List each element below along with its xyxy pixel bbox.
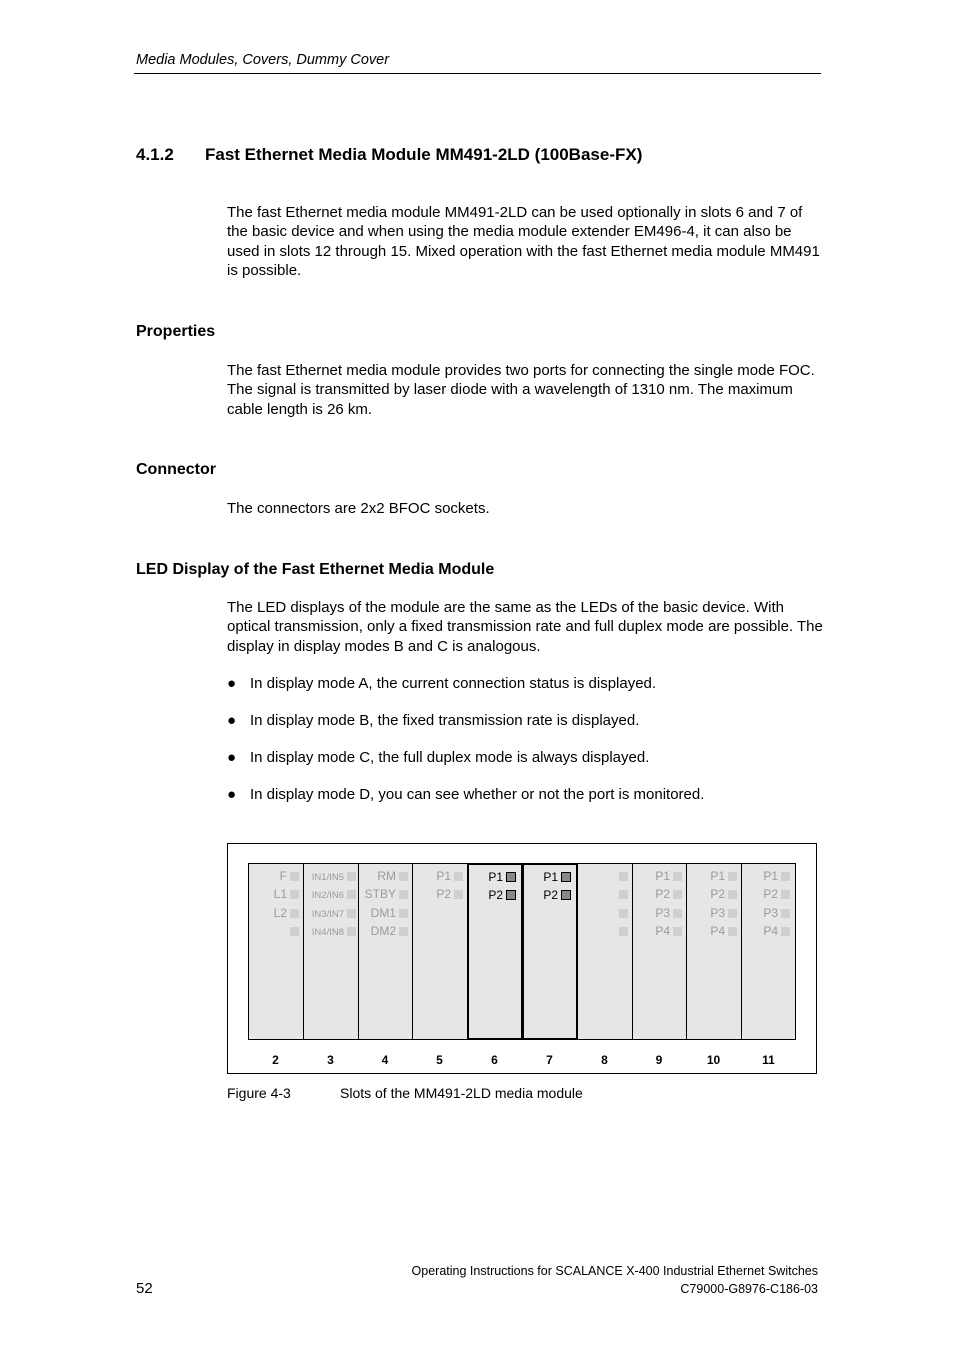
connector-paragraph: The connectors are 2x2 BFOC sockets. (227, 500, 490, 517)
footer-doc-code: C79000-G8976-C186-03 (680, 1282, 818, 1296)
slot-10 (686, 863, 742, 1040)
led-row (280, 867, 299, 885)
led-indicator-icon (673, 927, 682, 936)
led-indicator-icon (728, 909, 737, 918)
led-label: IN2/IN6 (311, 890, 344, 901)
led-label: IN3/IN7 (311, 909, 344, 920)
led-row (655, 885, 682, 903)
slot-number: 9 (655, 1053, 663, 1067)
led-indicator-icon (673, 872, 682, 881)
slot-number: 11 (762, 1053, 775, 1067)
led-row (312, 885, 356, 903)
figure-caption (227, 1085, 583, 1101)
slot-number: 4 (381, 1053, 389, 1067)
led-indicator-icon (399, 890, 408, 899)
led-label: P2 (710, 887, 725, 901)
led-label: P4 (710, 924, 725, 938)
led-indicator-icon (399, 909, 408, 918)
section-title: Fast Ethernet Media Module MM491-2LD (100Base-FX) (205, 145, 643, 164)
led-row (710, 904, 737, 922)
slot-9 (632, 863, 687, 1040)
led-label: P1 (543, 870, 558, 884)
figure-number: Figure 4-3 (227, 1085, 291, 1101)
led-label: P2 (655, 887, 670, 901)
led-row (436, 885, 463, 903)
footer-doc-title: Operating Instructions for SCALANCE X-400 Industrial Ethernet Switches (411, 1264, 818, 1278)
led-label: P4 (655, 924, 670, 938)
bullet-symbol: ● (227, 675, 237, 692)
led-row (763, 922, 790, 940)
led-row (274, 904, 299, 922)
slot-3 (303, 863, 359, 1040)
led-indicator-icon (561, 872, 571, 882)
led-label: P1 (488, 870, 503, 884)
led-row (312, 904, 356, 922)
led-row (763, 867, 790, 885)
bullet-text: In display mode D, you can see whether or not the port is monitored. (250, 786, 705, 803)
led-indicator-icon (728, 872, 737, 881)
led-row (616, 867, 628, 885)
section-number: 4.1.2 (136, 145, 174, 164)
slot-number: 8 (601, 1053, 608, 1067)
led-label: F (279, 869, 287, 883)
slot-8 (577, 863, 633, 1040)
bullet-item (227, 749, 649, 766)
intro-paragraph: The fast Ethernet media module MM491-2LD can be used optionally in slots 6 and 7 of the basic device and when using the media module extender EM496-4, it can also be used in slots 12 through 15. Mixed operation with the fast Ethernet media module MM491 is possible. (227, 204, 820, 279)
led-indicator-icon (290, 890, 299, 899)
properties-heading: Properties (136, 323, 216, 340)
led-row (616, 904, 628, 922)
led-indicator-icon (619, 927, 628, 936)
slot-6 (467, 863, 523, 1040)
led-label: STBY (364, 887, 396, 901)
led-label: P1 (710, 869, 725, 883)
led-label: L2 (273, 906, 287, 920)
slot-11 (741, 863, 796, 1040)
led-indicator-icon (781, 927, 790, 936)
slot-number: 10 (706, 1053, 721, 1067)
led-indicator-icon (454, 890, 463, 899)
led-indicator-icon (399, 927, 408, 936)
led-indicator-icon (347, 927, 356, 936)
led-row (377, 867, 408, 885)
led-label: DM1 (370, 906, 396, 920)
led-row (543, 886, 571, 904)
led-row (312, 867, 356, 885)
led-indicator-icon (290, 872, 299, 881)
bullet-symbol: ● (227, 712, 237, 729)
led-label: P3 (710, 906, 725, 920)
led-indicator-icon (619, 909, 628, 918)
led-label: L1 (273, 887, 287, 901)
led-indicator-icon (347, 872, 356, 881)
led-row (436, 867, 463, 885)
bullet-text: In display mode C, the full duplex mode is always displayed. (250, 749, 650, 766)
led-indicator-icon (290, 927, 299, 936)
led-row (616, 885, 628, 903)
led-indicator-icon (781, 890, 790, 899)
connector-heading: Connector (136, 461, 216, 478)
slot-7 (522, 863, 578, 1040)
led-row (616, 922, 628, 940)
slot-number: 2 (272, 1053, 279, 1067)
slot-number: 5 (436, 1053, 443, 1067)
led-indicator-icon (506, 872, 516, 882)
led-indicator-icon (728, 927, 737, 936)
led-row (287, 922, 299, 940)
page-number: 52 (136, 1280, 153, 1297)
led-row (710, 867, 737, 885)
bullet-item (227, 675, 656, 692)
led-row (488, 886, 516, 904)
led-label: P3 (763, 906, 778, 920)
led-row (710, 922, 737, 940)
led-row (274, 885, 299, 903)
led-label: P2 (488, 888, 503, 902)
bullet-item (227, 712, 639, 729)
slot-2 (248, 863, 304, 1040)
led-label: DM2 (370, 924, 396, 938)
slot-4 (358, 863, 413, 1040)
led-row (371, 922, 408, 940)
led-row (371, 904, 408, 922)
led-row (543, 868, 571, 886)
led-indicator-icon (347, 890, 356, 899)
led-label: RM (377, 869, 396, 883)
bullet-text: In display mode B, the fixed transmission rate is displayed. (250, 712, 640, 729)
running-header: Media Modules, Covers, Dummy Cover (136, 52, 390, 68)
led-indicator-icon (347, 909, 356, 918)
led-row (710, 885, 737, 903)
bullet-symbol: ● (227, 786, 237, 803)
slots-figure (227, 843, 817, 1074)
led-label: P4 (763, 924, 778, 938)
led-row (312, 922, 356, 940)
led-label: P1 (763, 869, 778, 883)
led-row (655, 867, 682, 885)
bullet-text: In display mode A, the current connection status is displayed. (250, 675, 657, 692)
figure-title: Slots of the MM491-2LD media module (340, 1085, 583, 1101)
led-label: P1 (655, 869, 670, 883)
bullet-symbol: ● (227, 749, 237, 766)
led-row (763, 885, 790, 903)
led-indicator-icon (619, 872, 628, 881)
led-label: P2 (436, 887, 451, 901)
led-indicator-icon (290, 909, 299, 918)
led-indicator-icon (728, 890, 737, 899)
slot-number: 3 (327, 1053, 334, 1067)
led-label: P2 (763, 887, 778, 901)
led-indicator-icon (781, 909, 790, 918)
header-rule (134, 73, 821, 74)
slot-5 (412, 863, 468, 1040)
bullet-item (227, 786, 704, 803)
led-indicator-icon (673, 890, 682, 899)
led-row (655, 904, 682, 922)
led-indicator-icon (673, 909, 682, 918)
led-row (365, 885, 408, 903)
led-indicator-icon (561, 890, 571, 900)
section-heading (136, 145, 642, 165)
properties-paragraph: The fast Ethernet media module provides two ports for connecting the single mode FOC. The signal is transmitted by laser diode with a wavelength of 1310 nm. The maximum cable length is 26 km. (227, 362, 815, 418)
led-label: P2 (543, 888, 558, 902)
led-label: P3 (655, 906, 670, 920)
led-indicator-icon (399, 872, 408, 881)
led-indicator-icon (781, 872, 790, 881)
led-display-heading: LED Display of the Fast Ethernet Media Module (136, 561, 495, 578)
led-row (488, 868, 516, 886)
led-indicator-icon (619, 890, 628, 899)
slot-number: 7 (546, 1053, 553, 1067)
led-row (655, 922, 682, 940)
slot-number: 6 (491, 1053, 498, 1067)
led-label: IN4/IN8 (311, 927, 344, 938)
led-label: P1 (436, 869, 451, 883)
led-label: IN1/IN5 (311, 872, 344, 883)
led-display-paragraph: The LED displays of the module are the same as the LEDs of the basic device. With optical transmission, only a fixed transmission rate and full duplex mode are possible. The display in display modes B and C is analogous. (227, 599, 823, 655)
led-row (763, 904, 790, 922)
led-indicator-icon (454, 872, 463, 881)
led-indicator-icon (506, 890, 516, 900)
